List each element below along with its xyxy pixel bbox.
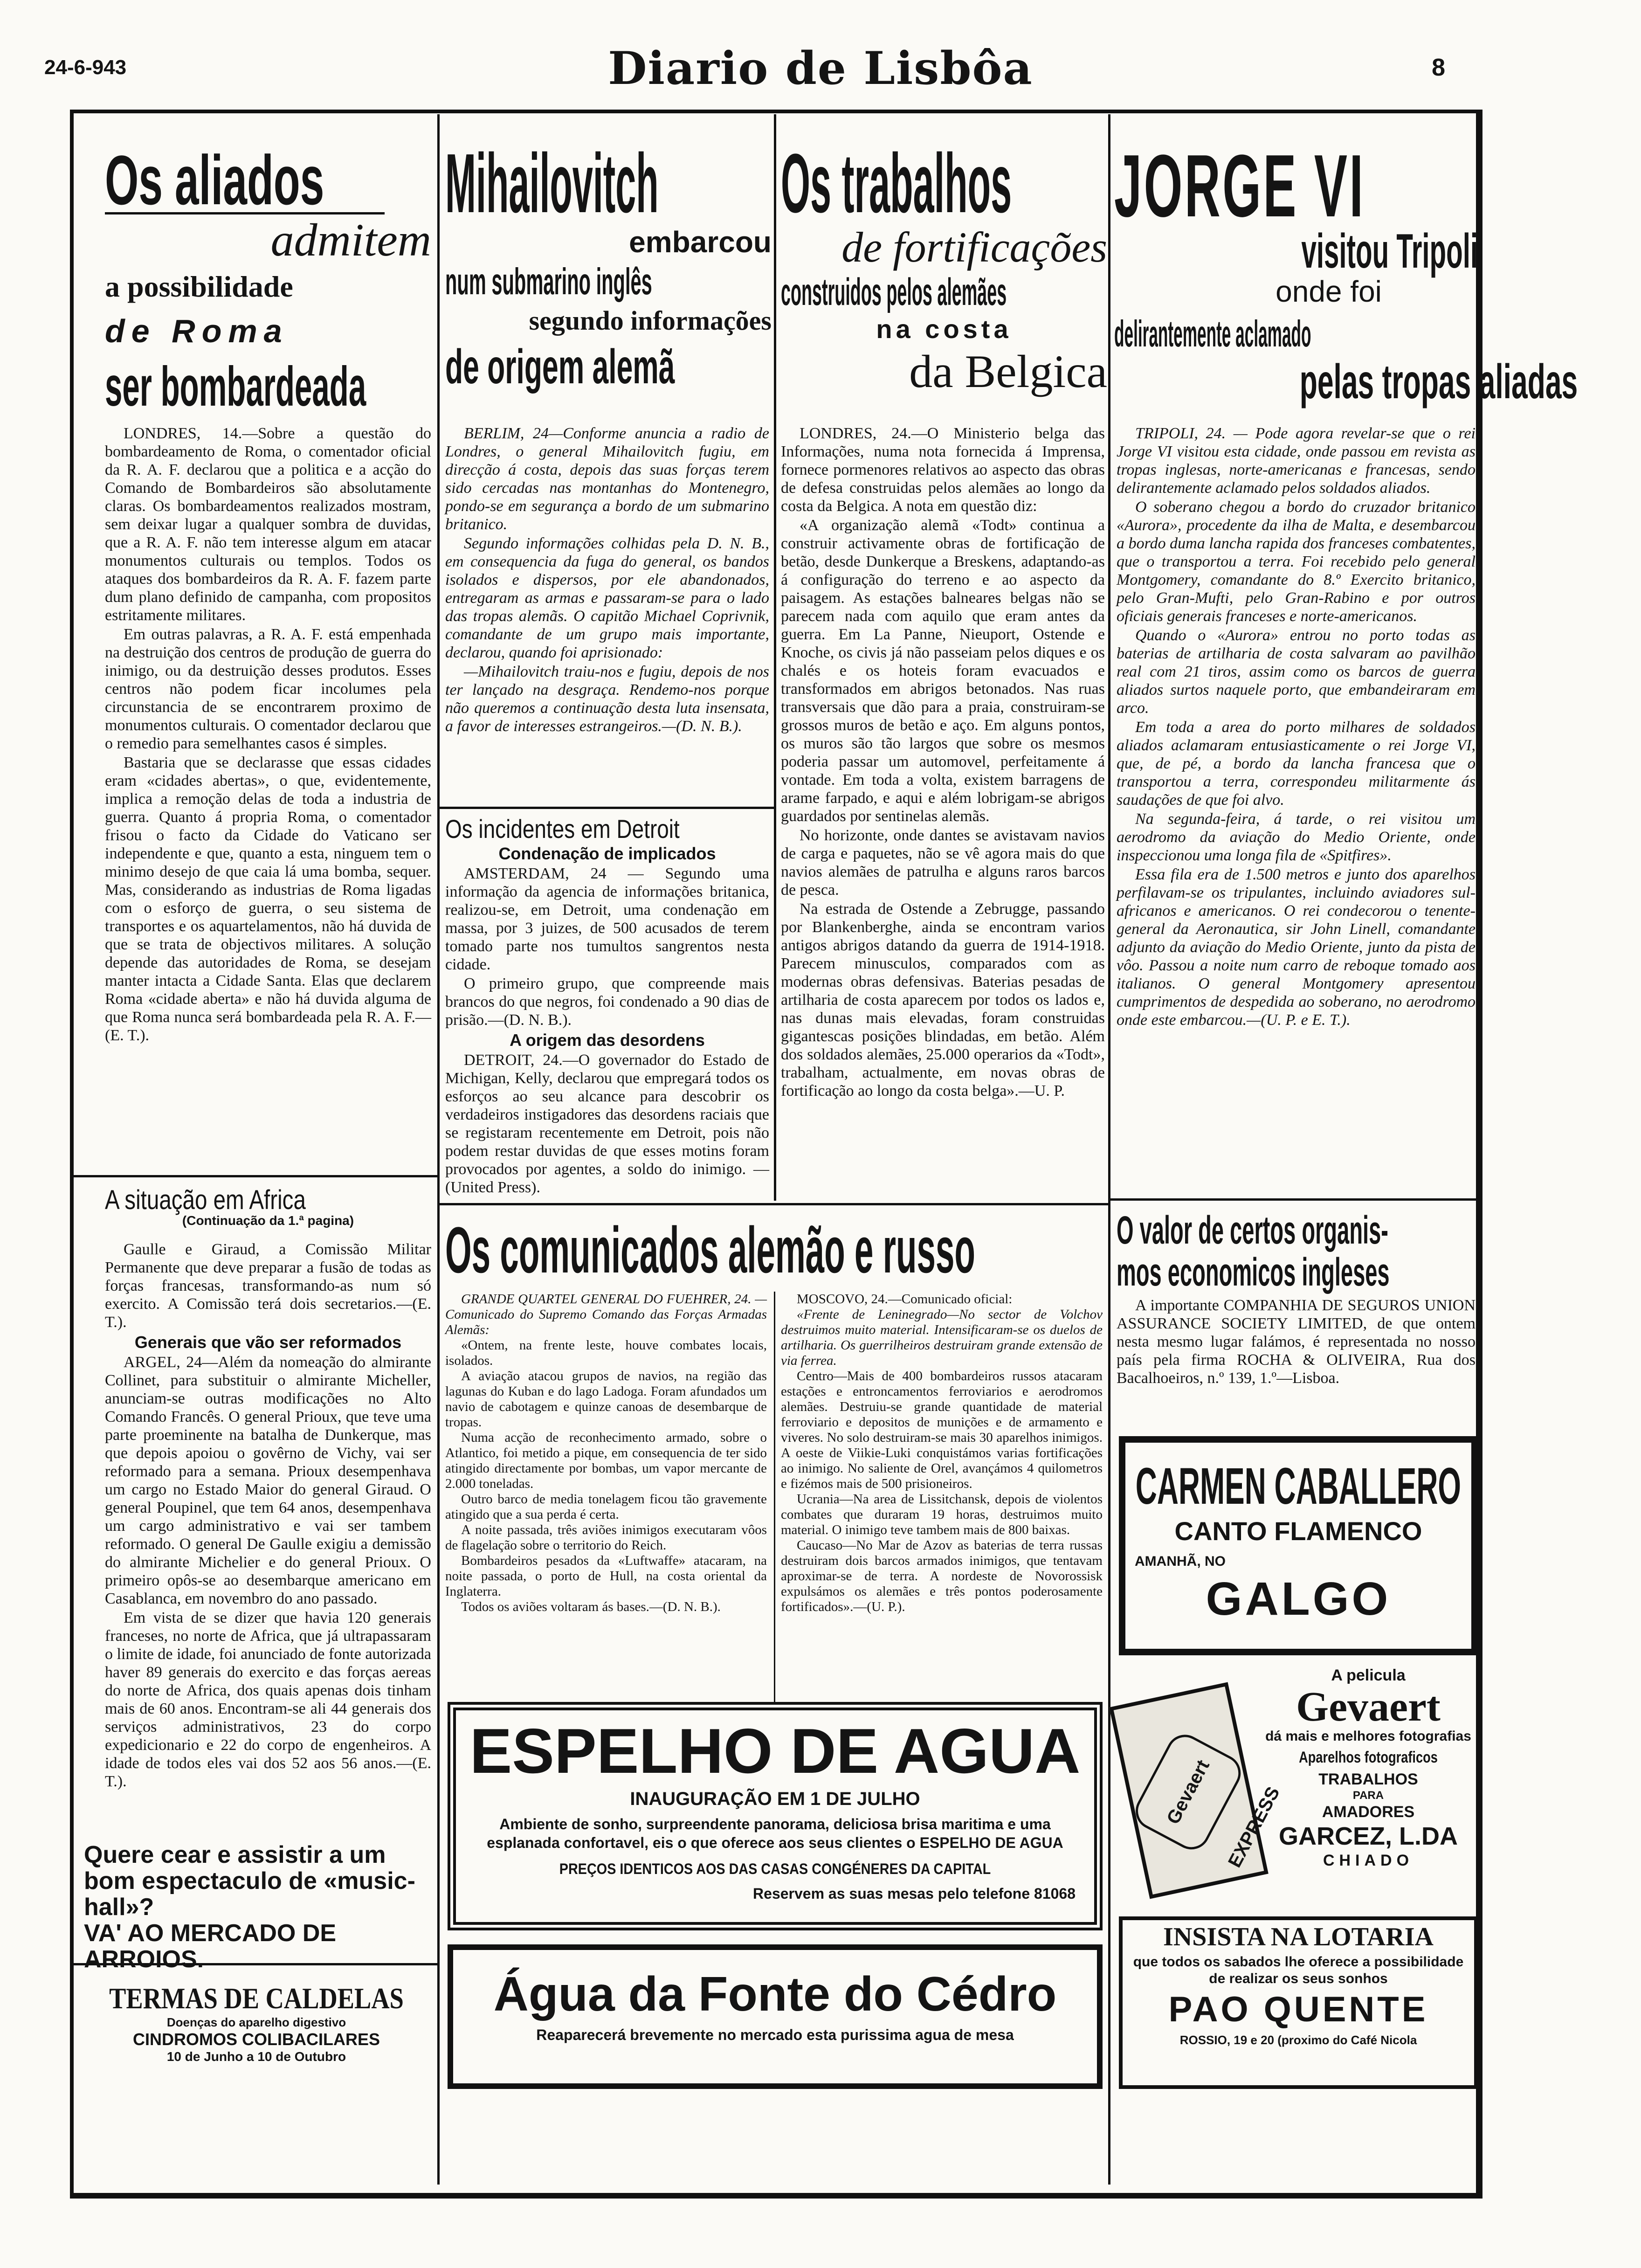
ad-music-hall-answer: VA' AO MERCADO DE ARROIOS.: [84, 1920, 337, 1973]
detroit-title: Os incidentes em Detroit: [445, 814, 680, 844]
page-header: [0, 33, 1641, 103]
paragraph: Na estrada de Ostende a Zebrugge, passando por Blankenberghe, ainda se encontram varios antigos abrigos datando da guerra de 1914-1918. Parecem minusculos, comparados com as modernas obras defensivas. Baterias pesadas de artilharia de costa aparecem por todos os lados e, nas dunas mais elevadas, foram construidas gigantescas posições blindadas, em betão. Além dos soldados alemães, 25.000 operarios da «Todt», trabalham, actualmente, em novas obras de fortificação ao longo da costa belga».—U. P.: [781, 900, 1105, 1099]
headline-possibilidade: a possibilidade: [105, 270, 293, 303]
ad-gevaert: [1119, 1665, 1478, 1907]
valor-title-line2: mos economicos ingleses: [1117, 1250, 1390, 1294]
article-trabalhos-body: [781, 424, 1105, 1203]
headline-de-roma: de Roma: [105, 313, 289, 349]
gevaert-line: PARA: [1352, 1789, 1384, 1802]
lotaria-address: ROSSIO, 19 e 20 (proximo do Café Nicola: [1179, 2033, 1417, 2047]
headline-na-costa: na costa: [876, 314, 1012, 344]
paragraph: Outro barco de media tonelagem ficou tão gravemente atingido que a sua perda é certa.: [445, 1492, 767, 1522]
ad-espelho-title: ESPELHO DE AGUA: [469, 1715, 1081, 1786]
ad-music-hall-question: Quere cear e assistir a um bom espectaculo de «music-hall»?: [84, 1841, 415, 1921]
africa-title: A situação em Africa: [105, 1185, 306, 1215]
column-rule-1: [437, 114, 440, 2185]
headline-admitem: admitem: [270, 214, 431, 266]
article-aliados-body: [105, 424, 431, 1166]
headline-delirantemente: delirantemente aclamado: [1114, 313, 1311, 354]
headline-embarcou: embarcou: [629, 225, 772, 259]
headline-origem: de origem alemã: [445, 340, 675, 394]
headline-belgica: da Belgica: [909, 346, 1107, 397]
headline-onde-foi: onde foi: [1276, 275, 1382, 308]
film-box-icon: [1109, 1682, 1284, 1899]
paragraph: «Ontem, na frente leste, houve combates locais, isolados.: [445, 1338, 767, 1368]
paragraph: No horizonte, onde dantes se avistavam navios de carga e paquetes, não se vê agora mais do que navios alemães de patrulha e alguns raros barcos de pesca.: [781, 827, 1105, 899]
ad-espelho-date: INAUGURAÇÃO EM 1 DE JULHO: [630, 1789, 920, 1809]
ad-termas-line: 10 de Junho a 10 de Outubro: [166, 2049, 346, 2064]
paragraph: ARGEL, 24—Além da nomeação do almirante Collinet, para substituir o almirante Micheller, anunciam-se outras modificações no Alto Comando Francês. O general Prioux, que teve uma parte proeminente na batalha de Dunkerque, mas que depois apoiou o govêrno de Vichy, vai ser reformado para a semana. Prioux desempenhava um cargo no Estado Maior do general Giraud. O general Poupinel, que tem 64 anos, desempenhava um cargo administrativo e vai ser tambem reformado. O general De Gaulle exigiu a demissão do almirante Michelier e do general Prioux. O primeiro opôs-se ao desembarque americano em Casablanca, em novembro do ano passado.: [105, 1354, 431, 1607]
ad-termas-title: TERMAS DE CALDELAS: [109, 1982, 404, 2015]
ad-agua-text: Reaparecerá brevemente no mercado esta purissima agua de mesa: [536, 2026, 1014, 2043]
generais-subhead: Generais que vão ser reformados: [134, 1333, 402, 1352]
ad-agua-title: Água da Fonte do Cédro: [493, 1967, 1057, 2021]
paragraph: O soberano chegou a bordo do cruzador britanico «Aurora», procedente da ilha de Malta, e desembarcou a bordo duma lancha rapida dos franceses combatentes, que o transportou a terra. Foi recebido pelo general Montgomery, comandante do 8.º Exercito britanico, pelo Gran-Mufti, pelo Gran-Rabino e por outros oficiais generais franceses e norte-americanos.: [1117, 498, 1476, 625]
gevaert-line: TRABALHOS: [1318, 1770, 1418, 1788]
ad-agua-cedro: [448, 1944, 1103, 2089]
article-aliados-headline: [105, 140, 431, 466]
paragraph: MOSCOVO, 24.—Comunicado oficial:: [797, 1292, 1013, 1307]
article-detroit: [445, 814, 769, 1201]
ad-carmen-genre: CANTO FLAMENCO: [1174, 1516, 1422, 1546]
detroit-subhead: A origem das desordens: [510, 1030, 705, 1050]
detroit-subhead: Condenação de implicados: [498, 844, 716, 863]
ad-espelho-prices: PREÇOS IDENTICOS AOS DAS CASAS CONGÉNERES DA CAPITAL: [559, 1860, 991, 1877]
headline-trabalhos: Os trabalhos: [781, 137, 1012, 230]
paragraph: «Frente de Leninegrado—No sector de Volchov destruimos muito material. Intensificaram-se os duelos de artilharia. Os guerrilheiros destruiram grande extensão de via ferrea.: [781, 1307, 1103, 1368]
paragraph: Segundo informações colhidas pela D. N. B., em consequencia da fuga do general, os bandos isolados e dispersos, por ele abandonados, entregaram as armas e passaram-se para o lado das tropas alemãs. O capitão Michael Coprivnik, comandante de um grupo mais importante, declarou, quando foi aprisionado:: [445, 535, 769, 661]
headline-tropas: pelas tropas aliadas: [1299, 355, 1578, 409]
ad-espelho-de-agua: [448, 1702, 1103, 1930]
headline-mihailovitch: Mihailovitch: [445, 137, 659, 230]
paragraph: A importante COMPANHIA DE SEGUROS UNION ASSURANCE SOCIETY LIMITED, de que ontem nesta mesmo lugar falámos, é representada no nosso país pela firma ROCHA & OLIVEIRA, Rua dos Bacalhoeiros, n.º 139, 1.º—Lisboa.: [1117, 1297, 1476, 1387]
paragraph: Todos os aviões voltaram ás bases.—(D. N. B.).: [461, 1599, 721, 1614]
headline-tripoli: visitou Tripoli: [1301, 224, 1478, 278]
paragraph: Gaulle e Giraud, a Comissão Militar Permanente que deve preparar a fusão de todas as forças francesas, transformando-as num só exercito. A Comissão terá dois secretarios.—(E. T.).: [105, 1241, 431, 1331]
paragraph: Essa fila era de 1.500 metros e junto dos aparelhos perfilavam-se os tripulantes, incluindo aviadores sul-africanos e americanos. O rei condecorou o tenente-general da Aeronautica, sir John Linell, comandante adjunto da aviação do Medio Oriente, junto da pista de vôo. Passou a noite num carro de reboque tomado aos italianos. O general Montgomery apresentou cumprimentos de despedida ao soberano, no aerodromo onde este embarcou.—(U. P. e E. T.).: [1117, 866, 1476, 1029]
paragraph: TRIPOLI, 24. — Pode agora revelar-se que o rei Jorge VI visitou esta cidade, onde passou em revista as tropas inglesas, norte-americanas e francesas, sendo delirantemente aclamado pelos soldados aliados.: [1117, 425, 1476, 497]
film-box-label: Gevaert EXPRESS: [1129, 1728, 1247, 1856]
gevaert-line: Aparelhos fotograficos: [1299, 1749, 1438, 1766]
paragraph: Na segunda-feira, á tarde, o rei visitou um aerodromo da aviação do Medio Oriente, onde inspeccionou uma longa fila de «Spitfires».: [1117, 810, 1476, 864]
masthead: Diario de Lisbôa: [608, 42, 1033, 95]
paragraph: BERLIM, 24—Conforme anuncia a radio de Londres, o general Mihailovitch fugiu, em direcção á costa, depois das suas forças terem sido cercadas nas montanhas do Montenegro, pondo-se em segurança a bordo de um submarino britanico.: [445, 425, 769, 533]
lotaria-text: que todos os sabados lhe oferece a possibilidade de realizar os seus sonhos: [1133, 1954, 1464, 1986]
headline-bombardeada: ser bombardeada: [105, 355, 366, 418]
paragraph: Em outras palavras, a R. A. F. está empenhada na destruição dos centros de produção de guerra do inimigo, ou da destruição desses produtos. Esses centros não podem ficar incolumes pela circunstancia de se encontrarem proximo de monumentos culturais. O comentador declarou que o remedio para semelhantes casos é simples.: [105, 626, 431, 752]
valor-title-line1: O valor de certos organis-: [1117, 1208, 1388, 1252]
paragraph: Numa acção de reconhecimento armado, sobre o Atlantico, foi metido a pique, em consequencia de ter sido atingido directamente por bombas, um vapor mercante de 2.000 toneladas.: [445, 1430, 767, 1491]
headline-construidos: construidos pelos alemães: [781, 271, 1007, 313]
rule-valor: [1110, 1198, 1479, 1201]
comunicados-title: Os comunicados alemão e russo: [445, 1213, 975, 1286]
ad-carmen-venue: GALGO: [1206, 1573, 1391, 1625]
article-valor-body: [1117, 1296, 1476, 1436]
lotaria-shop: PAO QUENTE: [1168, 1990, 1428, 2029]
paragraph: Centro—Mais de 400 bombardeiros russos atacaram estações e entroncamentos ferroviarios e aerodromos alemães. Destruiu-se grande quantidade de material ferroviario e depositos de munições e de armamento e viveres. No solo destruiram-se mais 30 aparelhos inimigos. A oeste de Viikie-Luki conquistámos varias fortificações ao inimigo. No saliente de Orel, avançámos 4 quilometros e fizémos mais de 500 prisioneiros.: [781, 1369, 1103, 1491]
paragraph: Quando o «Aurora» entrou no porto todas as baterias de artilharia de costa salvaram ao pavilhão real com 21 tiros, assim como os barcos de guerra aliados surtos naquele porto, que embandeiraram em arco.: [1117, 627, 1476, 717]
paragraph: Bombardeiros pesados da «Luftwaffe» atacaram, na noite passada, o porto de Hull, na costa oriental da Inglaterra.: [445, 1553, 767, 1599]
column-rule-2: [774, 114, 776, 1201]
article-jorge-headline: [1114, 135, 1578, 434]
rule-detroit: [440, 807, 774, 809]
paragraph: A aviação atacou grupos de navios, na região das lagunas do Kuban e do lago Ladoga. Foram afundados um navio de cabotagem e quinze canoas de desembarque de tropas.: [445, 1369, 767, 1430]
article-trabalhos-headline: [781, 135, 1107, 434]
article-africa-head: [105, 1184, 431, 1240]
article-jorge-body: [1117, 424, 1476, 1198]
gevaert-line: AMADORES: [1322, 1803, 1415, 1821]
africa-continuation: (Continuação da 1.ª pagina): [182, 1213, 354, 1228]
paragraph: LONDRES, 14.—Sobre a questão do bombardeamento de Roma, o comentador oficial da R. A. F. declarou que a politica e a acção do Comando de Bombardeiros são absolutamente claras. Os bombardeamentos realizados mostram, sem deixar lugar a qualquer sombra de duvidas, que a R. A. F. não tem interesse algum em atacar monumentos culturais ou templos. Todos os ataques dos bombardeiros da R. A. F. fazem parte dum plano definido de campanha, com propositos estritamente militares.: [105, 425, 431, 624]
paragraph: O primeiro grupo, que compreende mais brancos do que negros, foi condenado a 90 dias de prisão.—(D. N. B.).: [445, 975, 769, 1029]
comunicado-russo: [781, 1292, 1103, 1702]
column-rule-3: [1108, 114, 1110, 2185]
headline-segundo: segundo informações: [529, 305, 772, 336]
ad-termas-line: Doenças do aparelho digestivo: [166, 2015, 346, 2029]
rule-col1-africa: [74, 1175, 437, 1177]
ad-music-hall: [84, 1841, 434, 1973]
paragraph: Em vista de se dizer que havia 120 generais franceses, no norte de Africa, que já ultrapassaram o limite de idade, foi anunciado de fonte autorizada haver 89 generais do exercito e das forças aereas do norte de Africa, dos quais apenas dois tinham mais de 60 anos. Encontram-se ali 44 generais dos serviços administrativos, 23 do corpo expedicionario e 22 do corpo de engenheiros. A idade de todos eles vai dos 52 aos 56 anos.—(E. T.).: [105, 1609, 431, 1790]
headline-aliados: Os aliados: [105, 141, 324, 219]
ad-carmen-caballero: [1119, 1436, 1478, 1655]
paragraph: LONDRES, 24.—O Ministerio belga das Informações, numa nota fornecida á Imprensa, fornece pormenores relativos ao aspecto das obras de defesa construidas pelos alemães ao longo da costa da Belgica. A nota em questão diz:: [781, 425, 1105, 515]
gevaert-line: dá mais e melhores fotografias: [1265, 1729, 1471, 1744]
gevaert-firm: GARCEZ, L.DA: [1279, 1822, 1458, 1850]
paragraph: A noite passada, três aviões inimigos executaram vôos de flagelação sobre o territorio do Reich.: [445, 1522, 767, 1553]
gevaert-line: A pelicula: [1331, 1666, 1406, 1684]
paragraph: «A organização alemã «Todt» continua a construir activamente obras de fortificação de betão, desde Dunkerque a Breskens, adaptando-as á configuração do terreno e ao aspecto da paisagem. As estações balneares belgas não se parecem nada com aquilo que eram antes da guerra. Em La Panne, Nieuport, Ostende e Knoche, os civis já não passeiam pelos diques e os chalés e os hoteis foram evacuados e transformados em abrigos betonados. Nas ruas transversais que dão para a praia, construiram-se grossos muros de betão e aço. Em alguns pontos, os muros são tão largos que sobre os mesmos poderia passar um automovel, perfeitamente á vontade. Em toda a volta, existem barragens de arame farpado, e aqui e além lobrigam-se abrigos guardados por sentinelas alemãs.: [781, 517, 1105, 825]
lotaria-title: INSISTA NA LOTARIA: [1163, 1922, 1434, 1951]
gevaert-line: CHIADO: [1323, 1852, 1414, 1869]
paragraph: Caucaso—No Mar de Azov as baterias de terra russas destruiram dois barcos armados inimigos, que tentavam aproximar-se de terra. A nordeste de Novorossisk expulsámos os alemães e três pontos poderosamente fortificados».—(U. P.).: [781, 1538, 1103, 1614]
paragraph: GRANDE QUARTEL GENERAL DO FUEHRER, 24. — Comunicado do Supremo Comando das Forças Armadas Alemãs:: [445, 1292, 767, 1337]
rule-comunicados: [440, 1203, 1108, 1205]
gevaert-brand: Gevaert: [1296, 1684, 1441, 1730]
paragraph: Em toda a area do porto milhares de soldados aliados aclamaram entusiasticamente o rei Jorge VI, que, de pé, a bordo da lancha francesa que o transportou a terra, correspondeu militarmente ás saudações de que foi alvo.: [1117, 719, 1476, 809]
ad-lotaria: [1119, 1916, 1478, 2089]
article-valor-headline: [1117, 1208, 1480, 1292]
headline-jorge: JORGE VI: [1114, 137, 1365, 235]
ad-termas-line: CINDROMOS COLIBACILARES: [133, 2030, 380, 2049]
comunicado-alemao: [445, 1292, 767, 1702]
comunicados-divider: [774, 1292, 775, 1702]
paragraph: AMSTERDAM, 24 — Segundo uma informação da agencia de informações britanica, realizou-se, em Detroit, uma condenação em massa, por 3 juizes, de 500 acusados de terem tomado parte nos tumultos sangrentos nesta cidade.: [445, 865, 769, 973]
headline-fortificacoes: de fortificações: [841, 223, 1107, 271]
comunicados-headline: [445, 1212, 1105, 1286]
article-mihailovitch-body: [445, 424, 769, 802]
ad-carmen-name: CARMEN CABALLERO: [1135, 1458, 1462, 1515]
ad-espelho-phone: Reservem as suas mesas pelo telefone 81068: [753, 1885, 1076, 1902]
issue-date: 24-6-943: [44, 56, 127, 79]
article-mihailovitch-headline: [445, 135, 772, 434]
headline-submarino: num submarino inglês: [445, 261, 652, 302]
paragraph: —Mihailovitch traiu-nos e fugiu, depois de nos ter lançado na desgraça. Rendemo-nos porque não queremos a continuação desta luta insensata, a favor de interesses estrangeiros.—(D. N. B.).: [445, 663, 769, 735]
paragraph: DETROIT, 24.—O governador do Estado de Michigan, Kelly, declarou que empregará todos os esforços ao seu alcance para descobrir os verdadeiros instigadores das desordens raciais que se registaram recentemente em Detroit, pois não podem restar duvidas de que esses motins foram provocados por agentes, a soldo do inimigo. — (United Press).: [445, 1051, 769, 1196]
ad-carmen-when: AMANHÃ, NO: [1135, 1554, 1226, 1569]
paragraph: Bastaria que se declarasse que essas cidades eram «cidades abertas», o que, evidentemente, implica a remoção delas de toda a industria de guerra. Quanto á propria Roma, o comentador frisou o facto da Cidade do Vaticano ser independente e que, quanto a esta, ninguem tem o minimo desejo de que caia lá uma bomba, sequer. Mas, considerando as industrias de Roma ligadas com o esforço de guerra, o seu sistema de transportes e os aquartelamentos, não há duvida de que se trata de objectivos militares. A solução depende das autoridades de Roma, se desejam manter intacta a Cidade Santa. Elas que declarem Roma «cidade aberta» e não há duvida alguma de que Roma nunca será bombardeada pela R. A. F.—(E. T.).: [105, 754, 431, 1044]
ad-espelho-text: Ambiente de sonho, surpreendente panorama, deliciosa brisa maritima e uma esplanada confortavel, eis o que oferece aos seus clientes o ESPELHO DE AGUA: [487, 1816, 1063, 1851]
paragraph: Ucrania—Na area de Lissitchansk, depois de violentos combates que duraram 19 horas, destruimos muito material. O inimigo teve tambem mais de 800 baixas.: [781, 1492, 1103, 1537]
ad-termas: [79, 1982, 434, 2103]
page-number: 8: [1432, 54, 1445, 81]
